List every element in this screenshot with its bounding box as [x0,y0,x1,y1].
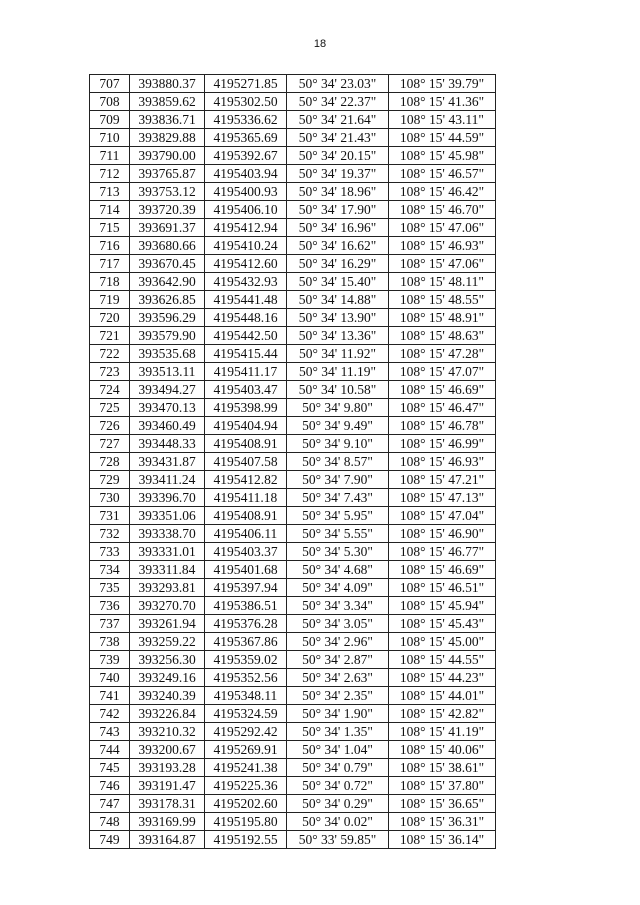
y-coordinate-cell: 4195365.69 [205,129,287,147]
table-row [90,759,496,777]
point-number-cell: 746 [90,777,130,795]
longitude-cell: 108° 15' 45.00" [389,633,496,651]
table-row [90,507,496,525]
longitude-cell: 108° 15' 36.65" [389,795,496,813]
point-number-cell: 714 [90,201,130,219]
y-coordinate-cell: 4195401.68 [205,561,287,579]
x-coordinate-cell: 393311.84 [130,561,205,579]
x-coordinate-cell: 393191.47 [130,777,205,795]
longitude-cell: 108° 15' 36.14" [389,831,496,849]
y-coordinate-cell: 4195403.47 [205,381,287,399]
point-number-cell: 726 [90,417,130,435]
latitude-cell: 50° 34' 0.29" [287,795,389,813]
y-coordinate-cell: 4195241.38 [205,759,287,777]
latitude-cell: 50° 34' 13.90" [287,309,389,327]
longitude-cell: 108° 15' 41.19" [389,723,496,741]
x-coordinate-cell: 393240.39 [130,687,205,705]
latitude-cell: 50° 34' 9.49" [287,417,389,435]
longitude-cell: 108° 15' 44.23" [389,669,496,687]
latitude-cell: 50° 34' 20.15" [287,147,389,165]
table-row [90,615,496,633]
table-row [90,165,496,183]
table-row [90,417,496,435]
point-number-cell: 729 [90,471,130,489]
x-coordinate-cell: 393200.67 [130,741,205,759]
y-coordinate-cell: 4195408.91 [205,435,287,453]
longitude-cell: 108° 15' 46.51" [389,579,496,597]
longitude-cell: 108° 15' 47.28" [389,345,496,363]
y-coordinate-cell: 4195441.48 [205,291,287,309]
x-coordinate-cell: 393411.24 [130,471,205,489]
latitude-cell: 50° 34' 2.63" [287,669,389,687]
point-number-cell: 725 [90,399,130,417]
point-number-cell: 731 [90,507,130,525]
x-coordinate-cell: 393293.81 [130,579,205,597]
longitude-cell: 108° 15' 48.55" [389,291,496,309]
longitude-cell: 108° 15' 46.69" [389,381,496,399]
y-coordinate-cell: 4195412.60 [205,255,287,273]
page-number: 18 [313,38,327,50]
point-number-cell: 735 [90,579,130,597]
latitude-cell: 50° 34' 5.55" [287,525,389,543]
y-coordinate-cell: 4195271.85 [205,75,287,93]
longitude-cell: 108° 15' 37.80" [389,777,496,795]
latitude-cell: 50° 34' 5.30" [287,543,389,561]
x-coordinate-cell: 393859.62 [130,93,205,111]
latitude-cell: 50° 34' 13.36" [287,327,389,345]
y-coordinate-cell: 4195400.93 [205,183,287,201]
point-number-cell: 719 [90,291,130,309]
table-row [90,597,496,615]
point-number-cell: 722 [90,345,130,363]
longitude-cell: 108° 15' 41.36" [389,93,496,111]
longitude-cell: 108° 15' 36.31" [389,813,496,831]
latitude-cell: 50° 33' 59.85" [287,831,389,849]
latitude-cell: 50° 34' 16.96" [287,219,389,237]
point-number-cell: 730 [90,489,130,507]
point-number-cell: 745 [90,759,130,777]
longitude-cell: 108° 15' 43.11" [389,111,496,129]
y-coordinate-cell: 4195408.91 [205,507,287,525]
x-coordinate-cell: 393596.29 [130,309,205,327]
x-coordinate-cell: 393270.70 [130,597,205,615]
point-number-cell: 718 [90,273,130,291]
longitude-cell: 108° 15' 47.13" [389,489,496,507]
y-coordinate-cell: 4195412.82 [205,471,287,489]
longitude-cell: 108° 15' 40.06" [389,741,496,759]
longitude-cell: 108° 15' 47.04" [389,507,496,525]
longitude-cell: 108° 15' 46.93" [389,237,496,255]
y-coordinate-cell: 4195302.50 [205,93,287,111]
latitude-cell: 50° 34' 14.88" [287,291,389,309]
table-row [90,525,496,543]
latitude-cell: 50° 34' 5.95" [287,507,389,525]
table-row [90,543,496,561]
y-coordinate-cell: 4195403.94 [205,165,287,183]
y-coordinate-cell: 4195348.11 [205,687,287,705]
x-coordinate-cell: 393513.11 [130,363,205,381]
longitude-cell: 108° 15' 46.42" [389,183,496,201]
longitude-cell: 108° 15' 47.21" [389,471,496,489]
longitude-cell: 108° 15' 46.47" [389,399,496,417]
y-coordinate-cell: 4195397.94 [205,579,287,597]
table-row [90,435,496,453]
table-row [90,651,496,669]
point-number-cell: 712 [90,165,130,183]
table-row [90,489,496,507]
table-row [90,723,496,741]
table-row [90,129,496,147]
point-number-cell: 747 [90,795,130,813]
latitude-cell: 50° 34' 2.87" [287,651,389,669]
x-coordinate-cell: 393193.28 [130,759,205,777]
longitude-cell: 108° 15' 47.06" [389,255,496,273]
point-number-cell: 732 [90,525,130,543]
point-number-cell: 707 [90,75,130,93]
point-number-cell: 723 [90,363,130,381]
y-coordinate-cell: 4195412.94 [205,219,287,237]
longitude-cell: 108° 15' 47.06" [389,219,496,237]
point-number-cell: 738 [90,633,130,651]
table-row [90,705,496,723]
latitude-cell: 50° 34' 1.04" [287,741,389,759]
x-coordinate-cell: 393338.70 [130,525,205,543]
x-coordinate-cell: 393494.27 [130,381,205,399]
latitude-cell: 50° 34' 21.43" [287,129,389,147]
longitude-cell: 108° 15' 48.91" [389,309,496,327]
point-number-cell: 711 [90,147,130,165]
latitude-cell: 50° 34' 22.37" [287,93,389,111]
x-coordinate-cell: 393829.88 [130,129,205,147]
latitude-cell: 50° 34' 10.58" [287,381,389,399]
longitude-cell: 108° 15' 48.63" [389,327,496,345]
x-coordinate-cell: 393642.90 [130,273,205,291]
table-row [90,471,496,489]
y-coordinate-cell: 4195406.11 [205,525,287,543]
latitude-cell: 50° 34' 18.96" [287,183,389,201]
table-row [90,291,496,309]
latitude-cell: 50° 34' 2.96" [287,633,389,651]
y-coordinate-cell: 4195448.16 [205,309,287,327]
x-coordinate-cell: 393880.37 [130,75,205,93]
longitude-cell: 108° 15' 44.55" [389,651,496,669]
point-number-cell: 724 [90,381,130,399]
latitude-cell: 50° 34' 4.68" [287,561,389,579]
x-coordinate-cell: 393210.32 [130,723,205,741]
y-coordinate-cell: 4195192.55 [205,831,287,849]
latitude-cell: 50° 34' 3.05" [287,615,389,633]
x-coordinate-cell: 393331.01 [130,543,205,561]
latitude-cell: 50° 34' 11.92" [287,345,389,363]
table-row [90,741,496,759]
longitude-cell: 108° 15' 45.98" [389,147,496,165]
point-number-cell: 717 [90,255,130,273]
x-coordinate-cell: 393396.70 [130,489,205,507]
y-coordinate-cell: 4195269.91 [205,741,287,759]
x-coordinate-cell: 393626.85 [130,291,205,309]
latitude-cell: 50° 34' 1.90" [287,705,389,723]
table-row [90,453,496,471]
point-number-cell: 716 [90,237,130,255]
point-number-cell: 710 [90,129,130,147]
x-coordinate-cell: 393790.00 [130,147,205,165]
longitude-cell: 108° 15' 46.69" [389,561,496,579]
latitude-cell: 50° 34' 0.79" [287,759,389,777]
x-coordinate-cell: 393470.13 [130,399,205,417]
x-coordinate-cell: 393680.66 [130,237,205,255]
x-coordinate-cell: 393169.99 [130,813,205,831]
y-coordinate-cell: 4195359.02 [205,651,287,669]
y-coordinate-cell: 4195392.67 [205,147,287,165]
point-number-cell: 720 [90,309,130,327]
latitude-cell: 50° 34' 11.19" [287,363,389,381]
longitude-cell: 108° 15' 45.94" [389,597,496,615]
table-row [90,111,496,129]
y-coordinate-cell: 4195367.86 [205,633,287,651]
longitude-cell: 108° 15' 44.59" [389,129,496,147]
latitude-cell: 50° 34' 0.02" [287,813,389,831]
x-coordinate-cell: 393753.12 [130,183,205,201]
latitude-cell: 50° 34' 9.80" [287,399,389,417]
table-row [90,183,496,201]
point-number-cell: 715 [90,219,130,237]
latitude-cell: 50° 34' 4.09" [287,579,389,597]
point-number-cell: 748 [90,813,130,831]
table-row [90,147,496,165]
longitude-cell: 108° 15' 46.93" [389,453,496,471]
point-number-cell: 708 [90,93,130,111]
x-coordinate-cell: 393579.90 [130,327,205,345]
x-coordinate-cell: 393535.68 [130,345,205,363]
x-coordinate-cell: 393178.31 [130,795,205,813]
x-coordinate-cell: 393256.30 [130,651,205,669]
table-row [90,831,496,849]
x-coordinate-cell: 393720.39 [130,201,205,219]
latitude-cell: 50° 34' 0.72" [287,777,389,795]
table-row [90,399,496,417]
latitude-cell: 50° 34' 16.29" [287,255,389,273]
y-coordinate-cell: 4195336.62 [205,111,287,129]
y-coordinate-cell: 4195442.50 [205,327,287,345]
table-row [90,561,496,579]
table-row [90,273,496,291]
table-row [90,237,496,255]
point-number-cell: 736 [90,597,130,615]
table-row [90,219,496,237]
table-row [90,201,496,219]
latitude-cell: 50° 34' 15.40" [287,273,389,291]
y-coordinate-cell: 4195403.37 [205,543,287,561]
x-coordinate-cell: 393765.87 [130,165,205,183]
table-row [90,633,496,651]
point-number-cell: 737 [90,615,130,633]
y-coordinate-cell: 4195411.17 [205,363,287,381]
table-row [90,93,496,111]
x-coordinate-cell: 393431.87 [130,453,205,471]
point-number-cell: 744 [90,741,130,759]
y-coordinate-cell: 4195292.42 [205,723,287,741]
point-number-cell: 740 [90,669,130,687]
coordinates-table [89,74,496,849]
table-row [90,687,496,705]
point-number-cell: 739 [90,651,130,669]
point-number-cell: 741 [90,687,130,705]
longitude-cell: 108° 15' 46.78" [389,417,496,435]
longitude-cell: 108° 15' 46.77" [389,543,496,561]
x-coordinate-cell: 393351.06 [130,507,205,525]
point-number-cell: 733 [90,543,130,561]
y-coordinate-cell: 4195404.94 [205,417,287,435]
table-row [90,255,496,273]
x-coordinate-cell: 393226.84 [130,705,205,723]
point-number-cell: 728 [90,453,130,471]
table-row [90,75,496,93]
x-coordinate-cell: 393249.16 [130,669,205,687]
latitude-cell: 50° 34' 21.64" [287,111,389,129]
longitude-cell: 108° 15' 39.79" [389,75,496,93]
y-coordinate-cell: 4195352.56 [205,669,287,687]
table-row [90,795,496,813]
longitude-cell: 108° 15' 46.90" [389,525,496,543]
y-coordinate-cell: 4195415.44 [205,345,287,363]
x-coordinate-cell: 393164.87 [130,831,205,849]
y-coordinate-cell: 4195407.58 [205,453,287,471]
x-coordinate-cell: 393691.37 [130,219,205,237]
point-number-cell: 742 [90,705,130,723]
latitude-cell: 50° 34' 16.62" [287,237,389,255]
latitude-cell: 50° 34' 19.37" [287,165,389,183]
y-coordinate-cell: 4195406.10 [205,201,287,219]
point-number-cell: 749 [90,831,130,849]
latitude-cell: 50° 34' 7.43" [287,489,389,507]
y-coordinate-cell: 4195432.93 [205,273,287,291]
table-row [90,345,496,363]
y-coordinate-cell: 4195202.60 [205,795,287,813]
x-coordinate-cell: 393259.22 [130,633,205,651]
point-number-cell: 743 [90,723,130,741]
latitude-cell: 50° 34' 3.34" [287,597,389,615]
longitude-cell: 108° 15' 38.61" [389,759,496,777]
longitude-cell: 108° 15' 48.11" [389,273,496,291]
point-number-cell: 734 [90,561,130,579]
table-row [90,777,496,795]
longitude-cell: 108° 15' 46.99" [389,435,496,453]
longitude-cell: 108° 15' 47.07" [389,363,496,381]
longitude-cell: 108° 15' 44.01" [389,687,496,705]
y-coordinate-cell: 4195410.24 [205,237,287,255]
latitude-cell: 50° 34' 9.10" [287,435,389,453]
longitude-cell: 108° 15' 42.82" [389,705,496,723]
table-row [90,381,496,399]
longitude-cell: 108° 15' 46.57" [389,165,496,183]
x-coordinate-cell: 393448.33 [130,435,205,453]
y-coordinate-cell: 4195225.36 [205,777,287,795]
y-coordinate-cell: 4195386.51 [205,597,287,615]
point-number-cell: 713 [90,183,130,201]
table-row [90,669,496,687]
x-coordinate-cell: 393460.49 [130,417,205,435]
table-row [90,309,496,327]
point-number-cell: 709 [90,111,130,129]
table-row [90,363,496,381]
y-coordinate-cell: 4195398.99 [205,399,287,417]
x-coordinate-cell: 393836.71 [130,111,205,129]
table-row [90,327,496,345]
latitude-cell: 50° 34' 17.90" [287,201,389,219]
y-coordinate-cell: 4195376.28 [205,615,287,633]
point-number-cell: 721 [90,327,130,345]
x-coordinate-cell: 393670.45 [130,255,205,273]
latitude-cell: 50° 34' 23.03" [287,75,389,93]
table-row [90,579,496,597]
longitude-cell: 108° 15' 46.70" [389,201,496,219]
latitude-cell: 50° 34' 2.35" [287,687,389,705]
point-number-cell: 727 [90,435,130,453]
latitude-cell: 50° 34' 7.90" [287,471,389,489]
y-coordinate-cell: 4195195.80 [205,813,287,831]
x-coordinate-cell: 393261.94 [130,615,205,633]
coordinates-table-body [90,75,496,849]
latitude-cell: 50° 34' 8.57" [287,453,389,471]
y-coordinate-cell: 4195324.59 [205,705,287,723]
longitude-cell: 108° 15' 45.43" [389,615,496,633]
table-row [90,813,496,831]
latitude-cell: 50° 34' 1.35" [287,723,389,741]
y-coordinate-cell: 4195411.18 [205,489,287,507]
